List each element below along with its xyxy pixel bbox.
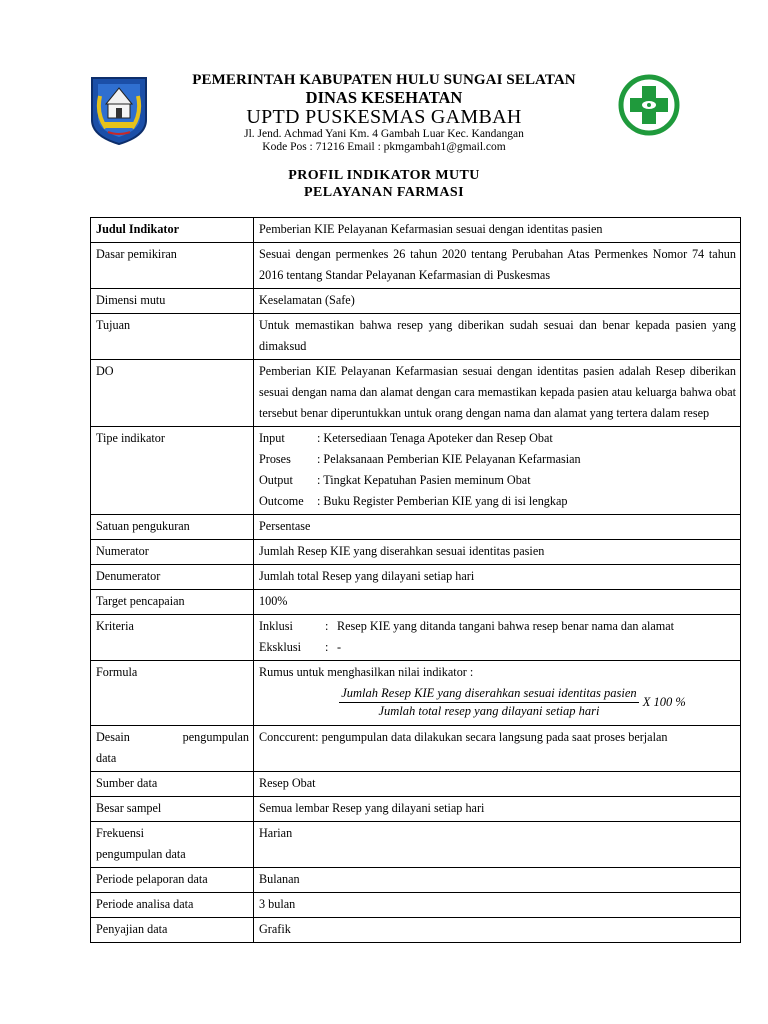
table-row [91,726,741,772]
table-row [91,360,741,427]
table-row [91,289,741,314]
row-value [254,427,741,515]
table-row [91,797,741,822]
header-address: Jl. Jend. Achmad Yani Km. 4 Gambah Luar Kec. Kandangan [244,128,524,140]
formula-numerator: Jumlah Resep KIE yang diserahkan sesuai identitas pasien [339,685,638,703]
row-label: Periode analisa data [91,893,254,918]
type-output [259,470,736,491]
type-proses-value: : Pelaksanaan Pemberian KIE Pelayanan Kefarmasian [317,452,581,466]
row-value: Persentase [254,515,741,540]
row-value: Grafik [254,918,741,943]
row-label-part: pengumpulan [182,730,249,744]
row-label: Satuan pengukuran [91,515,254,540]
row-value [254,661,741,726]
regency-emblem-logo [88,74,150,146]
table-row [91,918,741,943]
exclusion-label: Eksklusi [259,640,301,654]
row-value: Untuk memastikan bahwa resep yang diberikan sudah sesuai dan benar kepada pasien yang dimaksud [254,314,741,360]
row-value: Harian [254,822,741,868]
document-title-line1: PROFIL INDIKATOR MUTU [288,168,480,183]
header-unit: UPTD PUSKESMAS GAMBAH [246,106,522,128]
row-value: Pemberian KIE Pelayanan Kefarmasian sesuai dengan identitas pasien [254,218,741,243]
indicator-profile-table [90,217,741,943]
formula-expression [289,683,736,723]
puskesmas-cross-logo [618,74,680,136]
table-row [91,314,741,360]
formula-intro: Rumus untuk menghasilkan nilai indikator : [259,665,474,679]
header-contact: Kode Pos : 71216 Email : pkmgambah1@gmail.com [262,141,506,153]
table-row [91,822,741,868]
row-value: 100% [254,590,741,615]
row-label: Tujuan [91,314,254,360]
row-label-line [96,727,249,748]
row-label [91,822,254,868]
row-label-part: pengumpulan data [96,847,186,861]
row-value: Conccurent: pengumpulan data dilakukan secara langsung pada saat proses berjalan [254,726,741,772]
formula-multiplier: X 100 % [642,695,686,709]
row-value [254,615,741,661]
row-label: Periode pelaporan data [91,868,254,893]
formula-fraction [339,685,638,720]
type-input-label: Input [259,431,285,445]
exclusion-value: - [337,640,342,654]
row-label: Kriteria [91,615,254,661]
table-row [91,427,741,515]
row-label: Besar sampel [91,797,254,822]
header-government: PEMERINTAH KABUPATEN HULU SUNGAI SELATAN [192,72,576,88]
row-label: Target pencapaian [91,590,254,615]
header-department: DINAS KESEHATAN [305,88,463,107]
type-proses-label: Proses [259,452,291,466]
row-value: Pemberian KIE Pelayanan Kefarmasian sesuai dengan identitas pasien adalah Resep diberikan sesuai dengan nama dan alamat dengan cara memastikan kepada pasien atau keluarga bahwa obat tersebut benar diperuntukkan untuk orang dengan nama dan alamat yang tertera dalam resep [254,360,741,427]
table-row [91,243,741,289]
row-value: Keselamatan (Safe) [254,289,741,314]
row-label: DO [91,360,254,427]
inclusion-separator: : [325,619,329,633]
letterhead [0,70,768,160]
table-row [91,661,741,726]
row-label [91,726,254,772]
type-outcome-label: Outcome [259,494,304,508]
table-row [91,565,741,590]
type-outcome-value: : Buku Register Pemberian KIE yang di isi lengkap [317,494,568,508]
formula-denominator: Jumlah total resep yang dilayani setiap hari [378,704,600,718]
type-output-value: : Tingkat Kepatuhan Pasien meminum Obat [317,473,531,487]
table-row [91,590,741,615]
table-row [91,868,741,893]
row-label: Dasar pemikiran [91,243,254,289]
row-label: Judul Indikator [91,218,254,243]
row-label: Formula [91,661,254,726]
inclusion-label: Inklusi [259,619,293,633]
inclusion-value: Resep KIE yang ditanda tangani bahwa resep benar nama dan alamat [337,619,675,633]
row-label: Sumber data [91,772,254,797]
row-label: Dimensi mutu [91,289,254,314]
row-label-part: Desain [96,730,130,744]
table-row [91,893,741,918]
row-value: 3 bulan [254,893,741,918]
type-output-label: Output [259,473,293,487]
row-value: Sesuai dengan permenkes 26 tahun 2020 tentang Perubahan Atas Permenkes Nomor 74 tahun 2016 tentang Standar Pelayanan Kefarmasian di Puskesmas [254,243,741,289]
exclusion-separator: : [325,640,329,654]
criteria-exclusion [259,637,736,658]
row-label: Tipe indikator [91,427,254,515]
row-label: Penyajian data [91,918,254,943]
row-label-part: Frekuensi [96,826,145,840]
row-label: Denumerator [91,565,254,590]
table-row [91,540,741,565]
row-value: Jumlah total Resep yang dilayani setiap hari [254,565,741,590]
row-value: Jumlah Resep KIE yang diserahkan sesuai identitas pasien [254,540,741,565]
type-proses [259,449,736,470]
criteria-inclusion [259,616,736,637]
row-value: Resep Obat [254,772,741,797]
row-label-part: data [96,751,117,765]
type-input [259,428,736,449]
table-row [91,515,741,540]
type-outcome [259,491,736,512]
document-title-line2: PELAYANAN FARMASI [304,185,464,200]
table-row [91,615,741,661]
row-value: Semua lembar Resep yang dilayani setiap hari [254,797,741,822]
row-value: Bulanan [254,868,741,893]
table-row [91,772,741,797]
table-row [91,218,741,243]
type-input-value: : Ketersediaan Tenaga Apoteker dan Resep Obat [317,431,553,445]
row-label: Numerator [91,540,254,565]
